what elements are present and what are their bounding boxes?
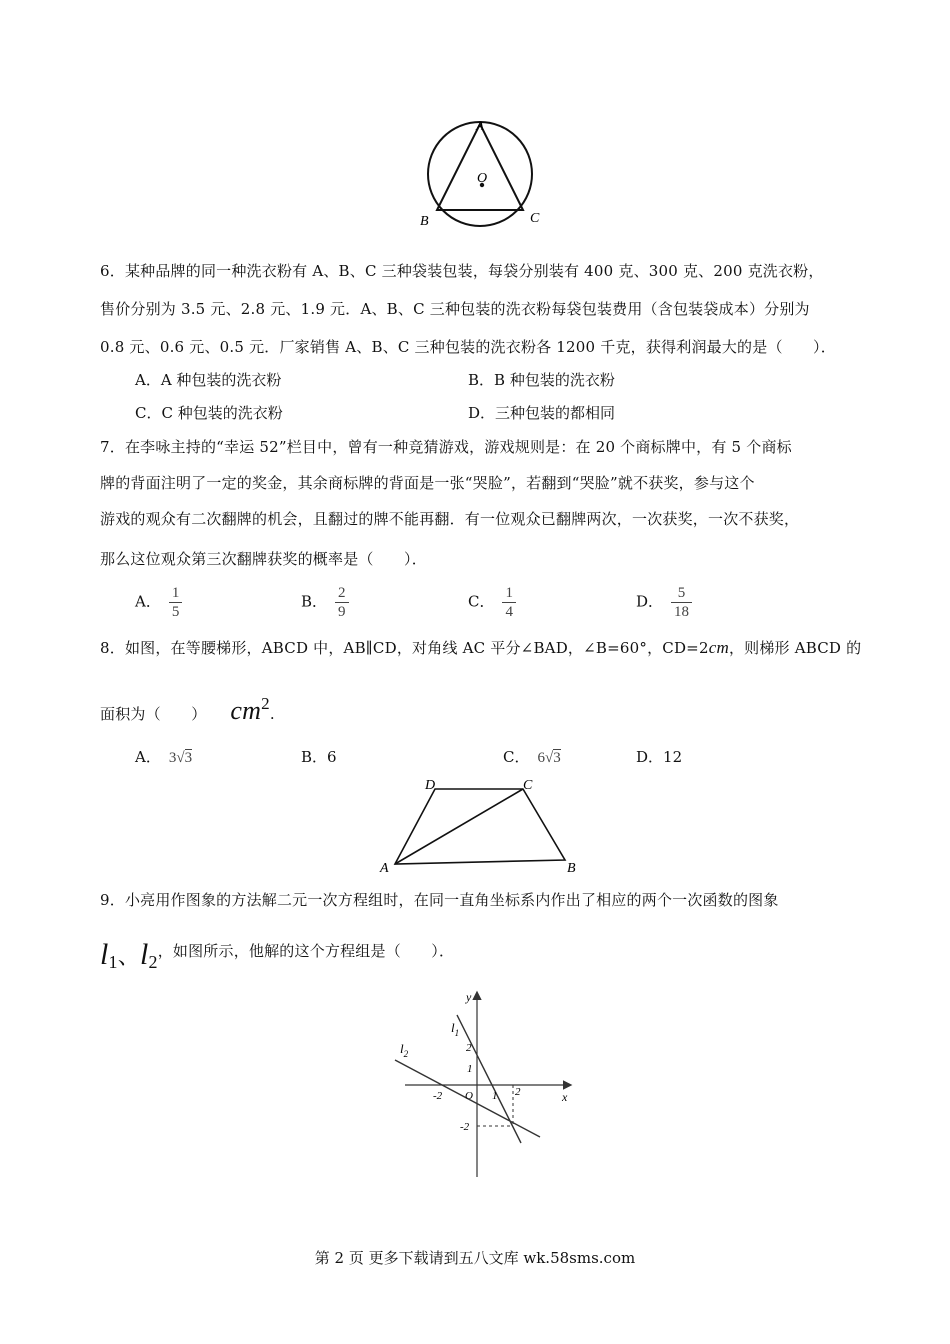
q6-option-c: C．C 种包装的洗衣粉 bbox=[135, 404, 283, 422]
q8-option-d: D．12 bbox=[636, 748, 683, 766]
coefficient: 3 bbox=[168, 750, 177, 766]
label-l1: $l_1$ bbox=[451, 1020, 460, 1038]
q9-l2-letter: l bbox=[139, 938, 149, 971]
fraction-numerator: 1 bbox=[169, 584, 183, 603]
q7-option-a-fraction bbox=[169, 584, 183, 621]
q7-option-d-fraction bbox=[671, 584, 692, 621]
label-o: O bbox=[477, 171, 488, 186]
trapezoid-figure bbox=[375, 776, 585, 876]
q7-option-c-label: C． bbox=[468, 592, 495, 611]
q8-unit-cm-squared: cm bbox=[230, 696, 262, 725]
label-l2: $l_2$ bbox=[400, 1041, 409, 1059]
label-y1: 1 bbox=[467, 1063, 473, 1075]
q6-line-3: 0.8 元、0.6 元、0.5 元．厂家销售 A、B、C 三种包装的洗衣粉各 1200 千克，获得利润最大的是（ ）． bbox=[100, 338, 836, 356]
label-b: B bbox=[567, 861, 576, 876]
q7-option-d bbox=[636, 584, 692, 621]
q7-option-a bbox=[135, 584, 182, 621]
label-origin: O bbox=[465, 1090, 473, 1102]
q7-option-a-label: A． bbox=[135, 592, 161, 611]
label-a: A bbox=[476, 118, 484, 133]
q8-line-2 bbox=[100, 696, 275, 726]
q7-line-1: 7．在李咏主持的“幸运 52”栏目中，曾有一种竞猜游戏，游戏规则是：在 20 个商标牌中，有 5 个商标 bbox=[100, 438, 792, 456]
q6-option-d: D．三种包装的都相同 bbox=[468, 404, 616, 422]
label-x2: 2 bbox=[515, 1086, 521, 1098]
q9-line-1: 9．小亮用作图象的方法解二元一次方程组时，在同一直角坐标系内作出了相应的两个一次函数的图象 bbox=[100, 891, 779, 909]
radicand: 3 bbox=[184, 750, 193, 766]
q7-line-3: 游戏的观众有二次翻牌的机会，且翻过的牌不能再翻．有一位观众已翻牌两次，一次获奖，一次不获奖， bbox=[100, 510, 800, 528]
q9-l1-letter: l bbox=[100, 938, 109, 971]
label-c: C bbox=[530, 211, 540, 226]
q6-line-1: 6．某种品牌的同一种洗衣粉有 A、B、C 三种袋装包装，每袋分别装有 400 克、300 克、200 克洗衣粉， bbox=[100, 262, 824, 280]
q8-unit-cm: cm bbox=[708, 638, 729, 657]
q8-exponent: 2 bbox=[261, 694, 270, 713]
label-c: C bbox=[523, 778, 533, 793]
q7-option-b-fraction bbox=[335, 584, 349, 621]
q8-line-1-text: 8．如图，在等腰梯形，ABCD 中，AB∥CD，对角线 AC 平分∠BAD，∠B=60°，CD=2 bbox=[100, 639, 709, 657]
q8-line-2-period: . bbox=[269, 705, 275, 723]
q8-option-c-label: C． bbox=[503, 748, 530, 766]
q8-line-2-text: 面积为（ ） bbox=[100, 705, 207, 723]
q8-line-1 bbox=[100, 637, 861, 658]
coordinate-graph bbox=[390, 985, 590, 1185]
label-ym2: -2 bbox=[460, 1121, 470, 1133]
label-a: A bbox=[380, 861, 389, 876]
q9-l2-sub: 2 bbox=[148, 952, 158, 972]
fraction-denominator: 4 bbox=[505, 604, 513, 620]
fraction-numerator: 1 bbox=[502, 584, 516, 603]
q6-option-b: B．B 种包装的洗衣粉 bbox=[468, 371, 615, 389]
q7-option-b-label: B． bbox=[301, 592, 328, 611]
q8-option-c-expr: 6√3 bbox=[537, 750, 561, 766]
label-x: x bbox=[562, 1090, 568, 1104]
label-y: y bbox=[466, 990, 472, 1004]
fraction-denominator: 9 bbox=[338, 604, 346, 620]
q8-line-1-tail: ，则梯形 ABCD 的 bbox=[728, 639, 862, 657]
page-footer: 第 2 页 更多下载请到五八文库 wk.58sms.com bbox=[314, 1249, 636, 1267]
q9-line-2 bbox=[100, 938, 454, 973]
q6-line-2: 售价分别为 3.5 元、2.8 元、1.9 元．A、B、C 三种包装的洗衣粉每袋包装费用（含包装袋成本）分别为 bbox=[100, 300, 810, 318]
q7-option-c bbox=[468, 584, 516, 621]
label-xm2: -2 bbox=[433, 1090, 443, 1102]
q8-option-a bbox=[135, 746, 192, 767]
q7-option-d-label: D． bbox=[636, 592, 664, 611]
q9-separator: 、 bbox=[117, 945, 140, 970]
q9-line-2-text: ，如图所示，他解的这个方程组是（ ）． bbox=[157, 942, 455, 960]
label-x1: 1 bbox=[492, 1090, 498, 1102]
q7-line-2: 牌的背面注明了一定的奖金，其余商标牌的背面是一张“哭脸”，若翻到“哭脸”就不获奖，参与这个 bbox=[100, 474, 755, 492]
q8-option-a-expr: 3√3 bbox=[168, 750, 193, 766]
q8-option-b: B．6 bbox=[301, 748, 337, 766]
fraction-denominator: 5 bbox=[171, 604, 180, 620]
q7-option-b bbox=[301, 584, 349, 621]
radicand: 3 bbox=[553, 750, 561, 766]
fraction-numerator: 2 bbox=[335, 584, 349, 603]
label-d: D bbox=[425, 778, 436, 793]
q7-option-c-fraction bbox=[502, 584, 516, 621]
q6-option-a: A．A 种包装的洗衣粉 bbox=[135, 371, 282, 389]
q8-option-a-label: A． bbox=[135, 748, 161, 766]
fraction-numerator: 5 bbox=[671, 584, 692, 603]
q8-option-c bbox=[503, 746, 561, 767]
circle-triangle-figure bbox=[415, 118, 565, 233]
label-y2: 2 bbox=[466, 1042, 472, 1054]
fraction-denominator: 18 bbox=[674, 604, 690, 620]
label-b: B bbox=[420, 214, 429, 229]
q7-line-4: 那么这位观众第三次翻牌获奖的概率是（ ）． bbox=[100, 550, 427, 568]
q9-l1-sub: 1 bbox=[108, 952, 118, 972]
coefficient: 6 bbox=[537, 750, 545, 766]
